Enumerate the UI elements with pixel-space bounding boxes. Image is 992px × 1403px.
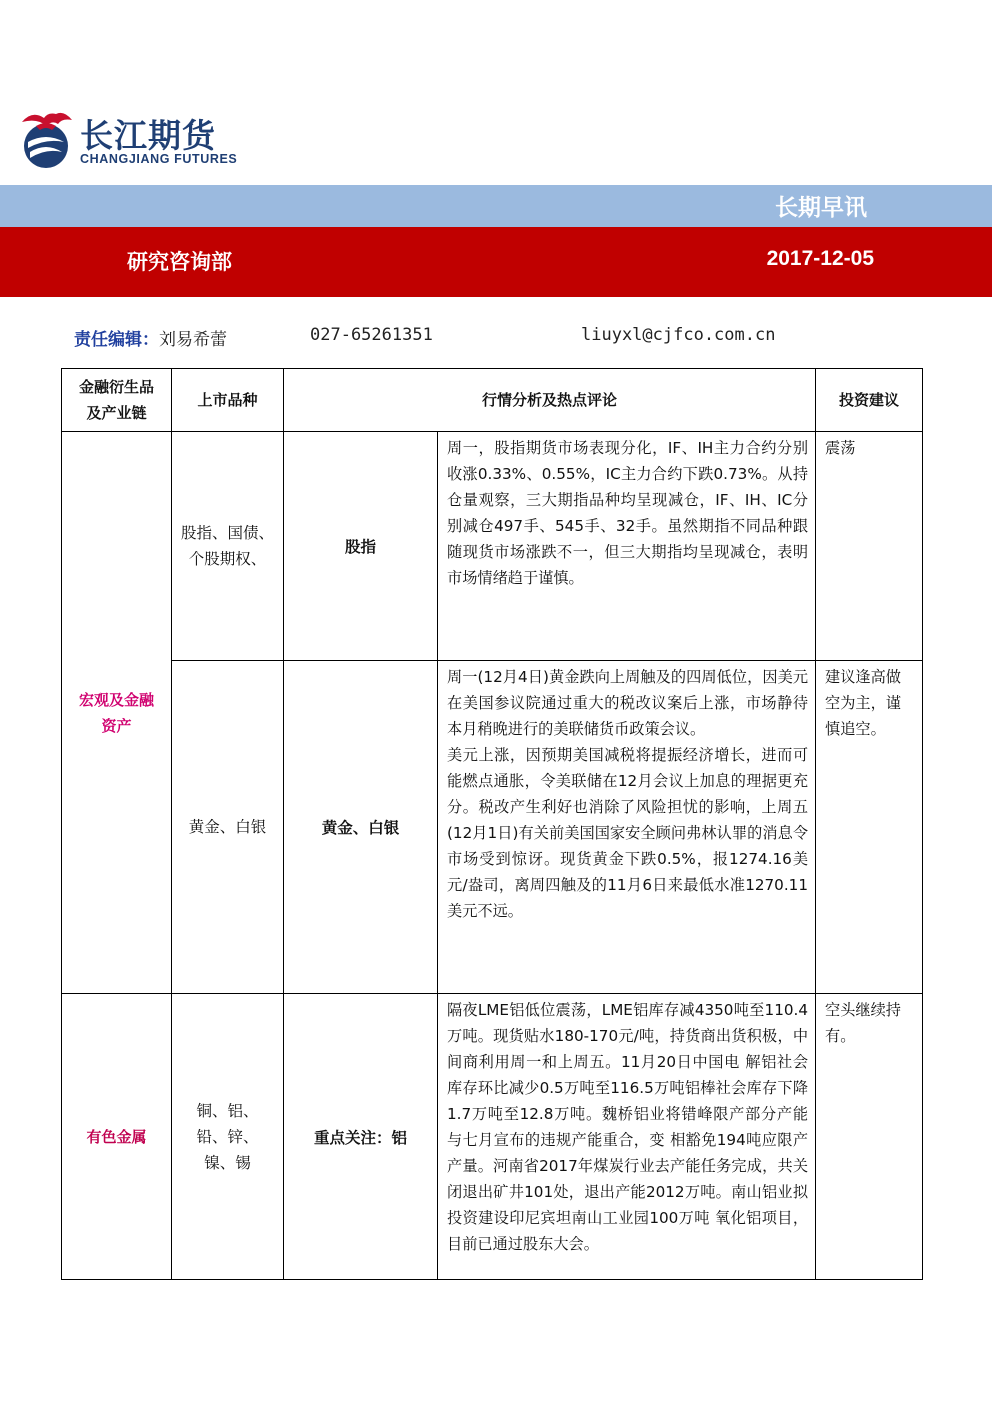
analysis-paragraph: 周一(12月4日)黄金跌向上周触及的四周低位，因美元在美国参议院通过重大的税改议案后上涨，市场静待本月稍晚进行的美联储货币政策会议。 bbox=[447, 668, 809, 738]
table-row bbox=[62, 661, 923, 994]
category-cell: 有色金属 bbox=[62, 994, 172, 1280]
analysis-cell bbox=[438, 994, 816, 1280]
editor-name: 刘易希蕾 bbox=[159, 330, 227, 350]
company-logo bbox=[18, 108, 258, 170]
department-name: 研究咨询部 bbox=[127, 250, 232, 274]
category-cell: 宏观及金融资产 bbox=[62, 432, 172, 994]
report-date: 2017-12-05 bbox=[766, 247, 874, 270]
advice-cell: 震荡 bbox=[816, 432, 923, 661]
editor-phone: 027-65261351 bbox=[310, 325, 433, 345]
editor-email[interactable]: liuyxl@cjfco.com.cn bbox=[581, 325, 776, 345]
focus-cell: 股指 bbox=[284, 432, 438, 661]
editor-label: 责任编辑： bbox=[74, 330, 159, 350]
listed-cell: 股指、国债、个股期权、 bbox=[172, 432, 284, 661]
listed-cell: 黄金、白银 bbox=[172, 661, 284, 994]
advice-cell: 建议逢高做空为主，谨慎追空。 bbox=[816, 661, 923, 994]
logo-emblem-icon bbox=[18, 108, 76, 170]
analysis-paragraph: 隔夜LME铝低位震荡，LME铝库存减4350吨至110.4万吨。现货贴水180-170元/吨，持货商出货积极，中间商利用周一和上周五。11月20日中国电 解铝社会库存环比减少0.5万吨至116.5万吨铝棒社会库存下降1.7万吨至12.8万吨。魏桥铝业将错峰限产部分产能与七月宣布的违规产能重合，变 相豁免194吨应限产产量。河南省2017年煤炭行业去产能任务完成，共关闭退出矿井101处，退出产能2012万吨。南山铝业拟投资建设印尼宾坦南山工业园100万吨 氧化铝项目，目前已通过股东大会。 bbox=[447, 1001, 809, 1253]
advice-cell: 空头继续持有。 bbox=[816, 994, 923, 1280]
analysis-table bbox=[61, 368, 923, 1280]
editor-line bbox=[74, 325, 227, 350]
focus-cell: 重点关注：铝 bbox=[284, 994, 438, 1280]
report-name: 长期早讯 bbox=[775, 195, 867, 221]
table-row bbox=[62, 432, 923, 661]
table-row bbox=[62, 994, 923, 1280]
header-listed: 上市品种 bbox=[172, 369, 284, 432]
logo-english-text: CHANGJIANG FUTURES bbox=[80, 152, 238, 166]
header-analysis: 行情分析及热点评论 bbox=[284, 369, 816, 432]
analysis-cell bbox=[438, 432, 816, 661]
analysis-paragraph: 美元上涨，因预期美国减税将提振经济增长，进而可能燃点通胀，令美联储在12月会议上加息的理据更充分。税改产生利好也消除了风险担忧的影响，上周五(12月1日)有关前美国国家安全顾问弗林认罪的消息令市场受到惊讶。现货黄金下跌0.5%，报1274.16美元/盎司，离周四触及的11月6日来最低水准1270.11美元不远。 bbox=[447, 746, 809, 920]
focus-cell: 黄金、白银 bbox=[284, 661, 438, 994]
logo-chinese-text: 长江期货 bbox=[80, 116, 216, 155]
analysis-cell bbox=[438, 661, 816, 994]
header-category: 金融衍生品及产业链 bbox=[62, 369, 172, 432]
analysis-paragraph: 周一，股指期货市场表现分化，IF、IH主力合约分别收涨0.33%、0.55%，IC主力合约下跌0.73%。从持仓量观察，三大期指品种均呈现减仓，IF、IH、IC分别减仓497手、545手、32手。虽然期指不同品种跟随现货市场涨跌不一，但三大期指均呈现减仓，表明市场情绪趋于谨慎。 bbox=[447, 439, 809, 587]
header-advice: 投资建议 bbox=[816, 369, 923, 432]
listed-cell: 铜、铝、铅、锌、镍、锡 bbox=[172, 994, 284, 1280]
table-header-row bbox=[62, 369, 923, 432]
